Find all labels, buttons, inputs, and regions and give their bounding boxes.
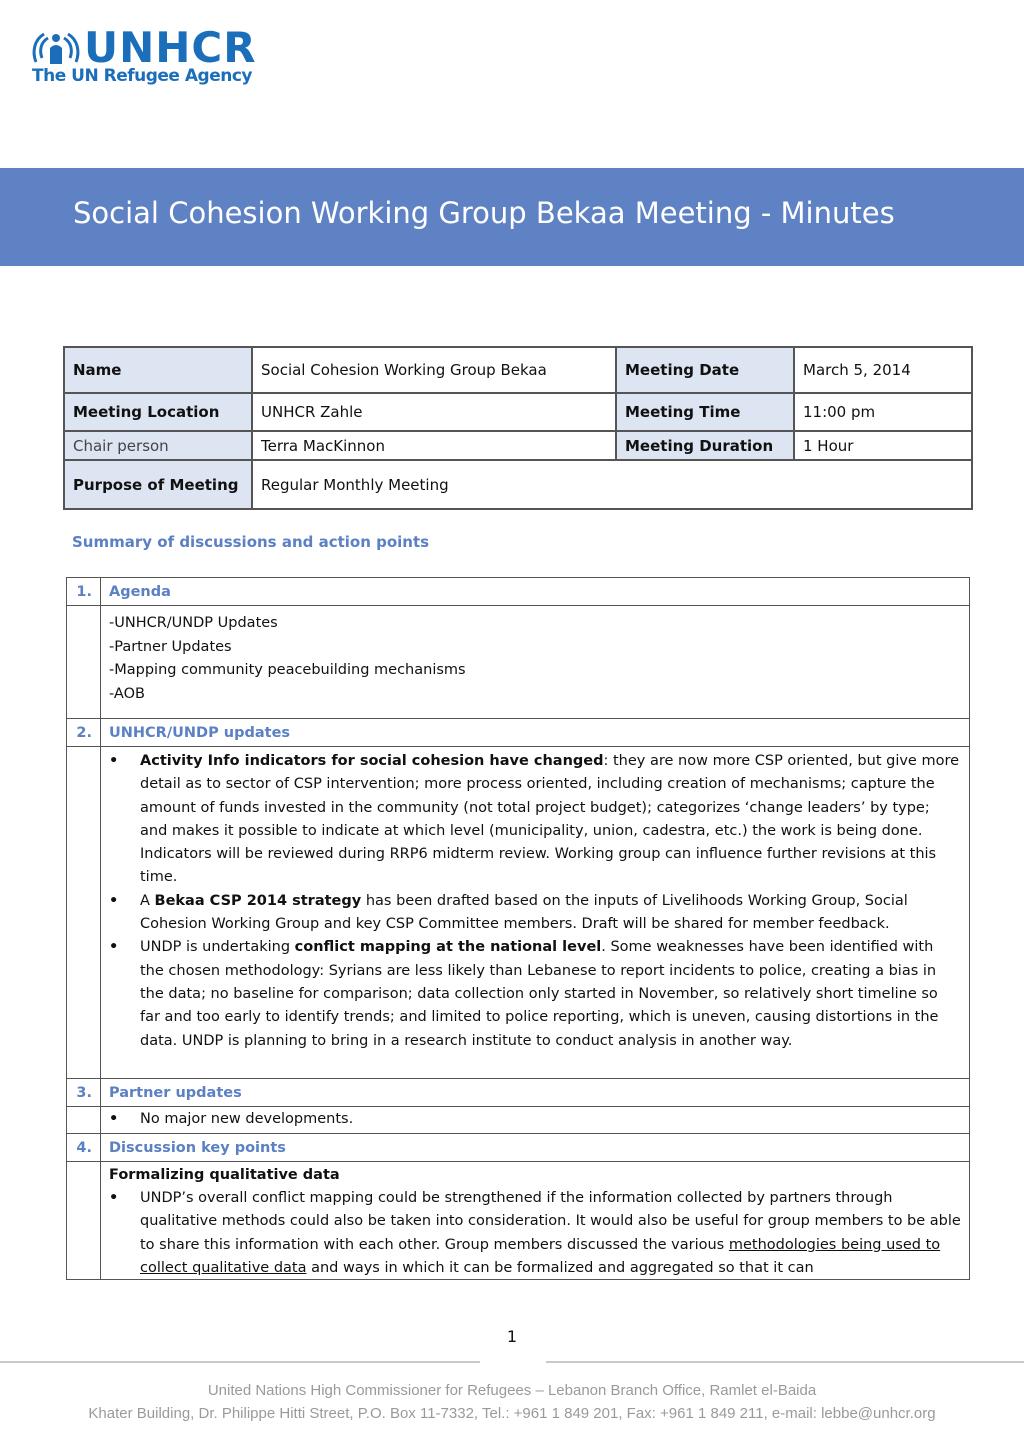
section-body: [67, 747, 970, 1079]
logo-tagline: The UN Refugee Agency: [32, 66, 252, 86]
bullet-bold-text: Activity Info indicators for social cohesion have changed: [140, 753, 604, 769]
summary-heading: Summary of discussions and action points: [72, 533, 430, 551]
agenda-item: -Partner Updates: [109, 638, 232, 655]
bullet-text: . Some weaknesses have been identified with the chosen methodology: Syrians are less likely than Lebanese to report incidents to police, creating a bias in the data; no baseline for comparison; data collection only started in November, so relatively short timeline so far and too early to identify trends; and limited to police reporting, which is uneven, causing distortions in the data. UNDP is planning to bring in a research institute to conduct analysis in another way.: [140, 939, 939, 1049]
subheading: Formalizing qualitative data: [109, 1167, 340, 1183]
section-header: [67, 1134, 970, 1162]
title-band: [0, 168, 1024, 266]
meeting-duration-value: 1 Hour: [794, 431, 972, 460]
agenda-item: -AOB: [109, 685, 145, 702]
meeting-location-label: Meeting Location: [64, 393, 252, 431]
unhcr-emblem-icon: [30, 28, 82, 68]
meeting-location-value: UNHCR Zahle: [252, 393, 616, 431]
bullet-text: and ways in which it can be formalized and aggregated so that it can: [306, 1259, 814, 1276]
purpose-value: Regular Monthly Meeting: [252, 460, 972, 509]
meeting-date-value: March 5, 2014: [794, 347, 972, 393]
underlined-text: methodologies being used to collect qualitative data: [140, 1236, 941, 1276]
page-title: Social Cohesion Working Group Bekaa Meeting - Minutes: [73, 196, 895, 230]
meeting-duration-label: Meeting Duration: [616, 431, 794, 460]
list-item: [140, 750, 961, 890]
section-header: [67, 578, 970, 606]
bullet-text: : they are now more CSP oriented, but give more detail as to sector of CSP intervention; more process oriented, including creation of mechanisms; capture the amount of funds invested in the community (not total project budget); categorizes ‘change leaders’ by type; and makes it possible to indicate at which level (municipality, union, cadestra, etc.) the work is being done. Indicators will be reviewed during RRP6 midterm review. Working group can influence further revisions at this time.: [140, 753, 960, 886]
section-header: [67, 719, 970, 747]
list-item: [140, 890, 961, 937]
bullet-text: has been drafted based on the inputs of Livelihoods Working Group, Social Cohesion Working Group and key CSP Committee members. Draft will be shared for member feedback.: [140, 892, 908, 933]
list-item: [140, 936, 961, 1052]
footer-rule-right: [546, 1361, 1024, 1363]
minutes-table: [66, 577, 970, 1280]
section-number: 2.: [67, 719, 101, 747]
section-body-clip: [109, 1162, 961, 1279]
meeting-date-label: Meeting Date: [616, 347, 794, 393]
section-number: 1.: [67, 578, 101, 606]
list-item: [140, 1187, 961, 1279]
bullet-text: A: [140, 892, 155, 909]
page-number: 1: [506, 1327, 518, 1346]
section-title: UNHCR/UNDP updates: [101, 719, 970, 747]
footer-rule-left: [0, 1361, 480, 1363]
name-label: Name: [64, 347, 252, 393]
bullet-text: UNDP is undertaking: [140, 939, 295, 956]
section-title: Partner updates: [101, 1079, 970, 1107]
name-value: Social Cohesion Working Group Bekaa: [252, 347, 616, 393]
section-body: [67, 606, 970, 719]
footer-line-2: Khater Building, Dr. Philippe Hitti Street, P.O. Box 11-7332, Tel.: +961 1 849 201, Fax: +961 1 849 211, e-mail: lebbe@unhcr.org: [88, 1405, 936, 1422]
section-header: [67, 1079, 970, 1107]
purpose-label: Purpose of Meeting: [64, 460, 252, 509]
section-body: [67, 1162, 970, 1280]
chair-person-value: Terra MacKinnon: [252, 431, 616, 460]
meeting-time-label: Meeting Time: [616, 393, 794, 431]
meeting-time-value: 11:00 pm: [794, 393, 972, 431]
unhcr-logo: [30, 23, 260, 90]
bullet-bold-text: conflict mapping at the national level: [294, 939, 602, 956]
agenda-item: -Mapping community peacebuilding mechanisms: [109, 662, 466, 678]
agenda-item: -UNHCR/UNDP Updates: [109, 615, 278, 631]
logo-wordmark: UNHCR: [84, 23, 257, 72]
section-title: Discussion key points: [101, 1134, 970, 1162]
bullet-text: UNDP’s overall conflict mapping could be strengthened if the information collected by partners through qualitative methods could also be taken into consideration. It would also be useful for group members to be able to share this information with each other. Group members discussed the various: [140, 1190, 961, 1253]
section-number: 3.: [67, 1079, 101, 1107]
section-number: 4.: [67, 1134, 101, 1162]
bullet-bold-text: Bekaa CSP 2014 strategy: [154, 892, 362, 909]
meeting-info-table: [63, 346, 973, 510]
list-item: • No major new developments.: [140, 1108, 961, 1131]
footer-line-1: United Nations High Commissioner for Refugees – Lebanon Branch Office, Ramlet el-Baida: [207, 1382, 817, 1399]
section-body: [67, 1107, 970, 1134]
chair-person-label: Chair person: [64, 431, 252, 460]
section-title: Agenda: [101, 578, 970, 606]
